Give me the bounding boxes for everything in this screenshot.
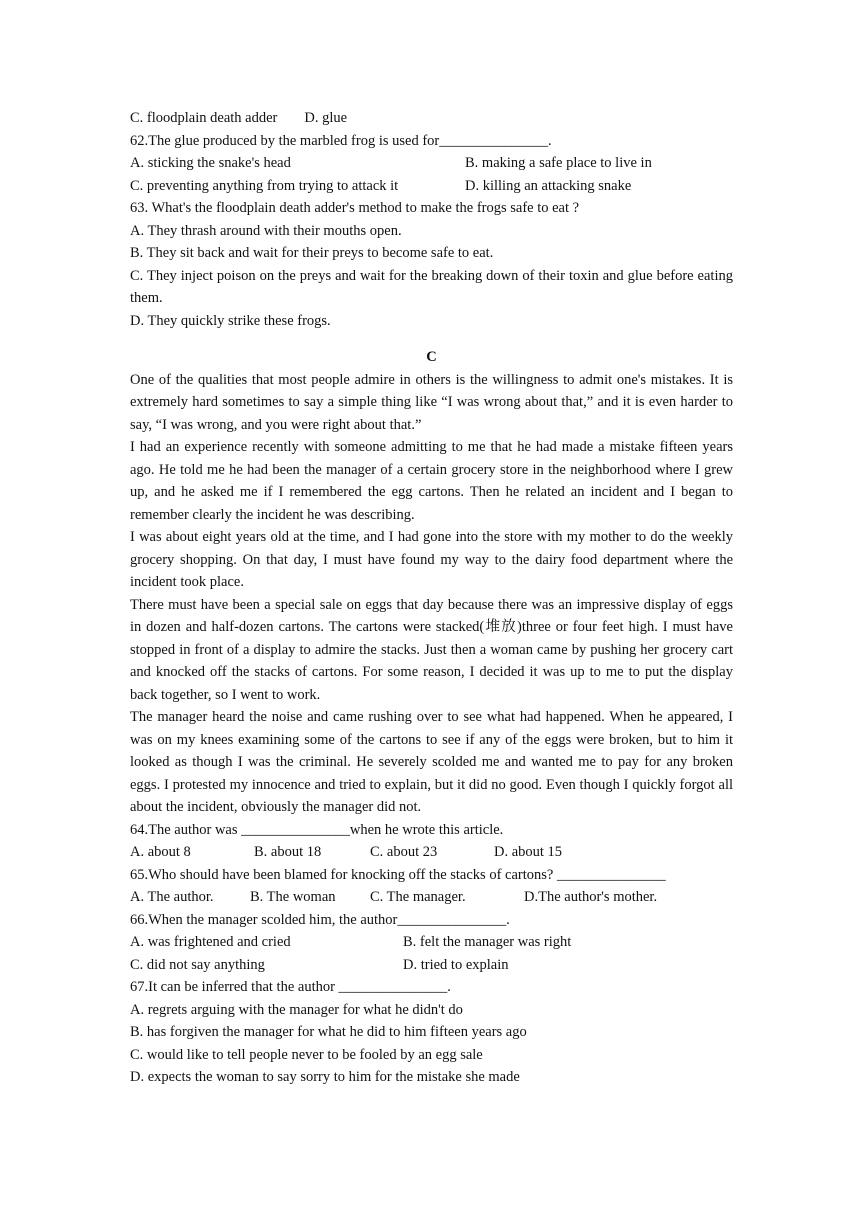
q65-option-c: C. The manager. bbox=[370, 889, 466, 905]
q65-stem: 65.Who should have been blamed for knocking off the stacks of cartons? _______________ bbox=[130, 866, 666, 883]
q64-option-c: C. about 23 bbox=[370, 844, 438, 860]
passage-paragraph-1: One of the qualities that most people admire in others is the willingness to admit one's mistakes. It is extremely hard sometimes to say a simple thing like “I was wrong about that,” and it is even harder to say, “I was wrong, and you were right about that.” bbox=[130, 371, 733, 433]
q66-option-b: B. felt the manager was right bbox=[403, 934, 572, 950]
q62-options-ab bbox=[130, 152, 733, 175]
q64-option-d: D. about 15 bbox=[494, 844, 563, 860]
q63-option-b: B. They sit back and wait for their preys to become safe to eat. bbox=[130, 245, 494, 261]
q67-stem: 67.It can be inferred that the author _______________. bbox=[130, 979, 451, 995]
q62-option-a: A. sticking the snake's head bbox=[130, 155, 291, 171]
q65-options bbox=[130, 886, 733, 909]
q67-option-c: C. would like to tell people never to be fooled by an egg sale bbox=[130, 1046, 483, 1063]
q63-option-c: C. They inject poison on the preys and wait for the breaking down of their toxin and glue before eating them. bbox=[130, 267, 733, 306]
q67-option-a: A. regrets arguing with the manager for what he didn't do bbox=[130, 1001, 463, 1018]
q64-option-b: B. about 18 bbox=[254, 844, 322, 860]
q66-stem: 66.When the manager scolded him, the author_______________. bbox=[130, 911, 510, 928]
q62-stem: 62.The glue produced by the marbled frog is used for_______________. bbox=[130, 132, 552, 149]
q64-stem: 64.The author was _______________when he wrote this article. bbox=[130, 821, 504, 838]
q61-options-cd bbox=[130, 107, 733, 130]
q61-option-d: D. glue bbox=[304, 110, 348, 126]
section-title: C bbox=[426, 349, 437, 365]
q65-option-b: B. The woman bbox=[250, 889, 336, 905]
q67-option-b: B. has forgiven the manager for what he did to him fifteen years ago bbox=[130, 1024, 527, 1040]
q66-options-cd bbox=[130, 954, 733, 977]
q63-option-d: D. They quickly strike these frogs. bbox=[130, 312, 331, 329]
q63-stem: 63. What's the floodplain death adder's method to make the frogs safe to eat ? bbox=[130, 200, 580, 216]
q62-options-cd bbox=[130, 175, 733, 198]
q66-options-ab bbox=[130, 931, 733, 954]
passage-paragraph-4: There must have been a special sale on eggs that day because there was an impressive display of eggs in dozen and half-dozen cartons. The cartons were stacked(堆放)three or four feet high. I must have stopped in front of a display to admire the stacks. Just then a woman came by pushing her grocery cart and knocked off the stacks of cartons. For some reason, I decided it was up to me to put the display back together, so I went to work. bbox=[130, 596, 733, 703]
q65-option-d: D.The author's mother. bbox=[524, 889, 658, 905]
q63-option-a: A. They thrash around with their mouths open. bbox=[130, 222, 402, 239]
q66-option-a: A. was frightened and cried bbox=[130, 934, 291, 950]
q67-option-d: D. expects the woman to say sorry to him for the mistake she made bbox=[130, 1069, 520, 1085]
q62-option-c: C. preventing anything from trying to attack it bbox=[130, 177, 399, 194]
q64-option-a: A. about 8 bbox=[130, 844, 191, 860]
q62-option-d: D. killing an attacking snake bbox=[465, 177, 632, 194]
q65-option-a: A. The author. bbox=[130, 889, 214, 905]
passage-paragraph-3: I was about eight years old at the time, and I had gone into the store with my mother to do the weekly grocery shopping. On that day, I must have found my way to the dairy food department where the incident took place. bbox=[130, 529, 733, 590]
q61-option-c: C. floodplain death adder bbox=[130, 110, 278, 126]
q66-option-d: D. tried to explain bbox=[403, 956, 509, 973]
passage-paragraph-2: I had an experience recently with someone admitting to me that he had made a mistake fifteen years ago. He told me he had been the manager of a certain grocery store in the neighborhood where I grew up, and he asked me if I remembered the egg cartons. Then he related an incident and I began to remember clearly the incident he was describing. bbox=[130, 439, 733, 523]
passage-paragraph-5: The manager heard the noise and came rushing over to see what had happened. When he appeared, I was on my knees examining some of the cartons to see if any of the eggs were broken, but to him it looked as though I was the criminal. He severely scolded me and wanted me to pay for any broken eggs. I protested my innocence and tried to explain, but it did no good. Even though I quickly forgot all about the incident, obviously the manager did not. bbox=[130, 709, 733, 815]
q64-options bbox=[130, 841, 733, 864]
exam-page bbox=[130, 107, 733, 1089]
q62-option-b: B. making a safe place to live in bbox=[465, 155, 652, 171]
q66-option-c: C. did not say anything bbox=[130, 956, 265, 973]
